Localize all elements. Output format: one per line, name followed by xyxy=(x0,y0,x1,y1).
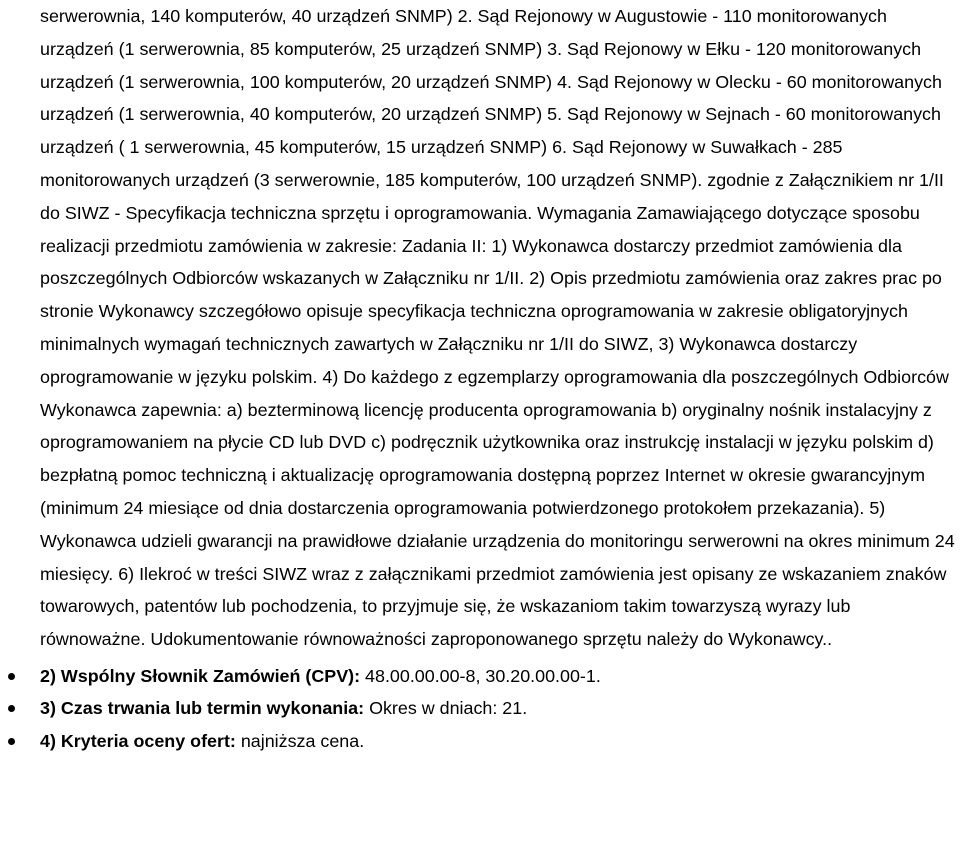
document-body xyxy=(40,0,955,757)
list-item-value: 48.00.00.00-8, 30.20.00.00-1. xyxy=(360,665,601,686)
list-item-criteria xyxy=(40,725,955,758)
bullet-icon xyxy=(8,705,15,712)
list-item-value: Okres w dniach: 21. xyxy=(364,698,528,719)
body-paragraph: serwerownia, 140 komputerów, 40 urządzeń SNMP) 2. Sąd Rejonowy w Augustowie - 110 monitorowanych urządzeń (1 serwerownia, 85 komputerów, 25 urządzeń SNMP) 3. Sąd Rejonowy w Ełku - 120 monitorowanych urządzeń (1 serwerownia, 100 komputerów, 20 urządzeń SNMP) 4. Sąd Rejonowy w Olecku - 60 monitorowanych urządzeń (1 serwerownia, 40 komputerów, 20 urządzeń SNMP) 5. Sąd Rejonowy w Sejnach - 60 monitorowanych urządzeń ( 1 serwerownia, 45 komputerów, 15 urządzeń SNMP) 6. Sąd Rejonowy w Suwałkach - 285 monitorowanych urządzeń (3 serwerownie, 185 komputerów, 100 urządzeń SNMP). zgodnie z Załącznikiem nr 1/II do SIWZ - Specyfikacja techniczna sprzętu i oprogramowania. Wymagania Zamawiającego dotyczące sposobu realizacji przedmiotu zamówienia w zakresie: Zadania II: 1) Wykonawca dostarczy przedmiot zamówienia dla poszczególnych Odbiorców wskazanych w Załączniku nr 1/II. 2) Opis przedmiotu zamówienia oraz zakres prac po stronie Wykonawcy szczegółowo opisuje specyfikacja techniczna oprogramowania w zakresie obligatoryjnych minimalnych wymagań technicznych zawartych w Załączniku nr 1/II do SIWZ, 3) Wykonawca dostarczy oprogramowanie w języku polskim. 4) Do każdego z egzemplarzy oprogramowania dla poszczególnych Odbiorców Wykonawca zapewnia: a) bezterminową licencję producenta oprogramowania b) oryginalny nośnik instalacyjny z oprogramowaniem na płycie CD lub DVD c) podręcznik użytkownika oraz instrukcję instalacji w języku polskim d) bezpłatną pomoc techniczną i aktualizację oprogramowania dostępną poprzez Internet w okresie gwarancyjnym (minimum 24 miesiące od dnia dostarczenia oprogramowania potwierdzonego protokołem przekazania). 5) Wykonawca udzieli gwarancji na prawidłowe działanie urządzenia do monitoringu serwerowni na okres minimum 24 miesięcy. 6) Ilekroć w treści SIWZ wraz z załącznikami przedmiot zamówienia jest opisany ze wskazaniem znaków towarowych, patentów lub pochodzenia, to przyjmuje się, że wskazaniom takim towarzyszą wyrazy lub równoważne. Udokumentowanie równoważności zaproponowanego sprzętu należy do Wykonawcy.. xyxy=(40,6,955,650)
list-item-label: 2) Wspólny Słownik Zamówień (CPV): xyxy=(40,665,361,686)
bullet-icon xyxy=(8,738,15,745)
section-list xyxy=(40,660,955,758)
list-item-label: 4) Kryteria oceny ofert: xyxy=(40,730,236,751)
list-item-value: najniższa cena. xyxy=(235,730,365,751)
list-item-cpv xyxy=(40,660,955,693)
list-item-label: 3) Czas trwania lub termin wykonania: xyxy=(40,698,365,719)
list-item-duration xyxy=(40,692,955,725)
bullet-icon xyxy=(8,673,15,680)
